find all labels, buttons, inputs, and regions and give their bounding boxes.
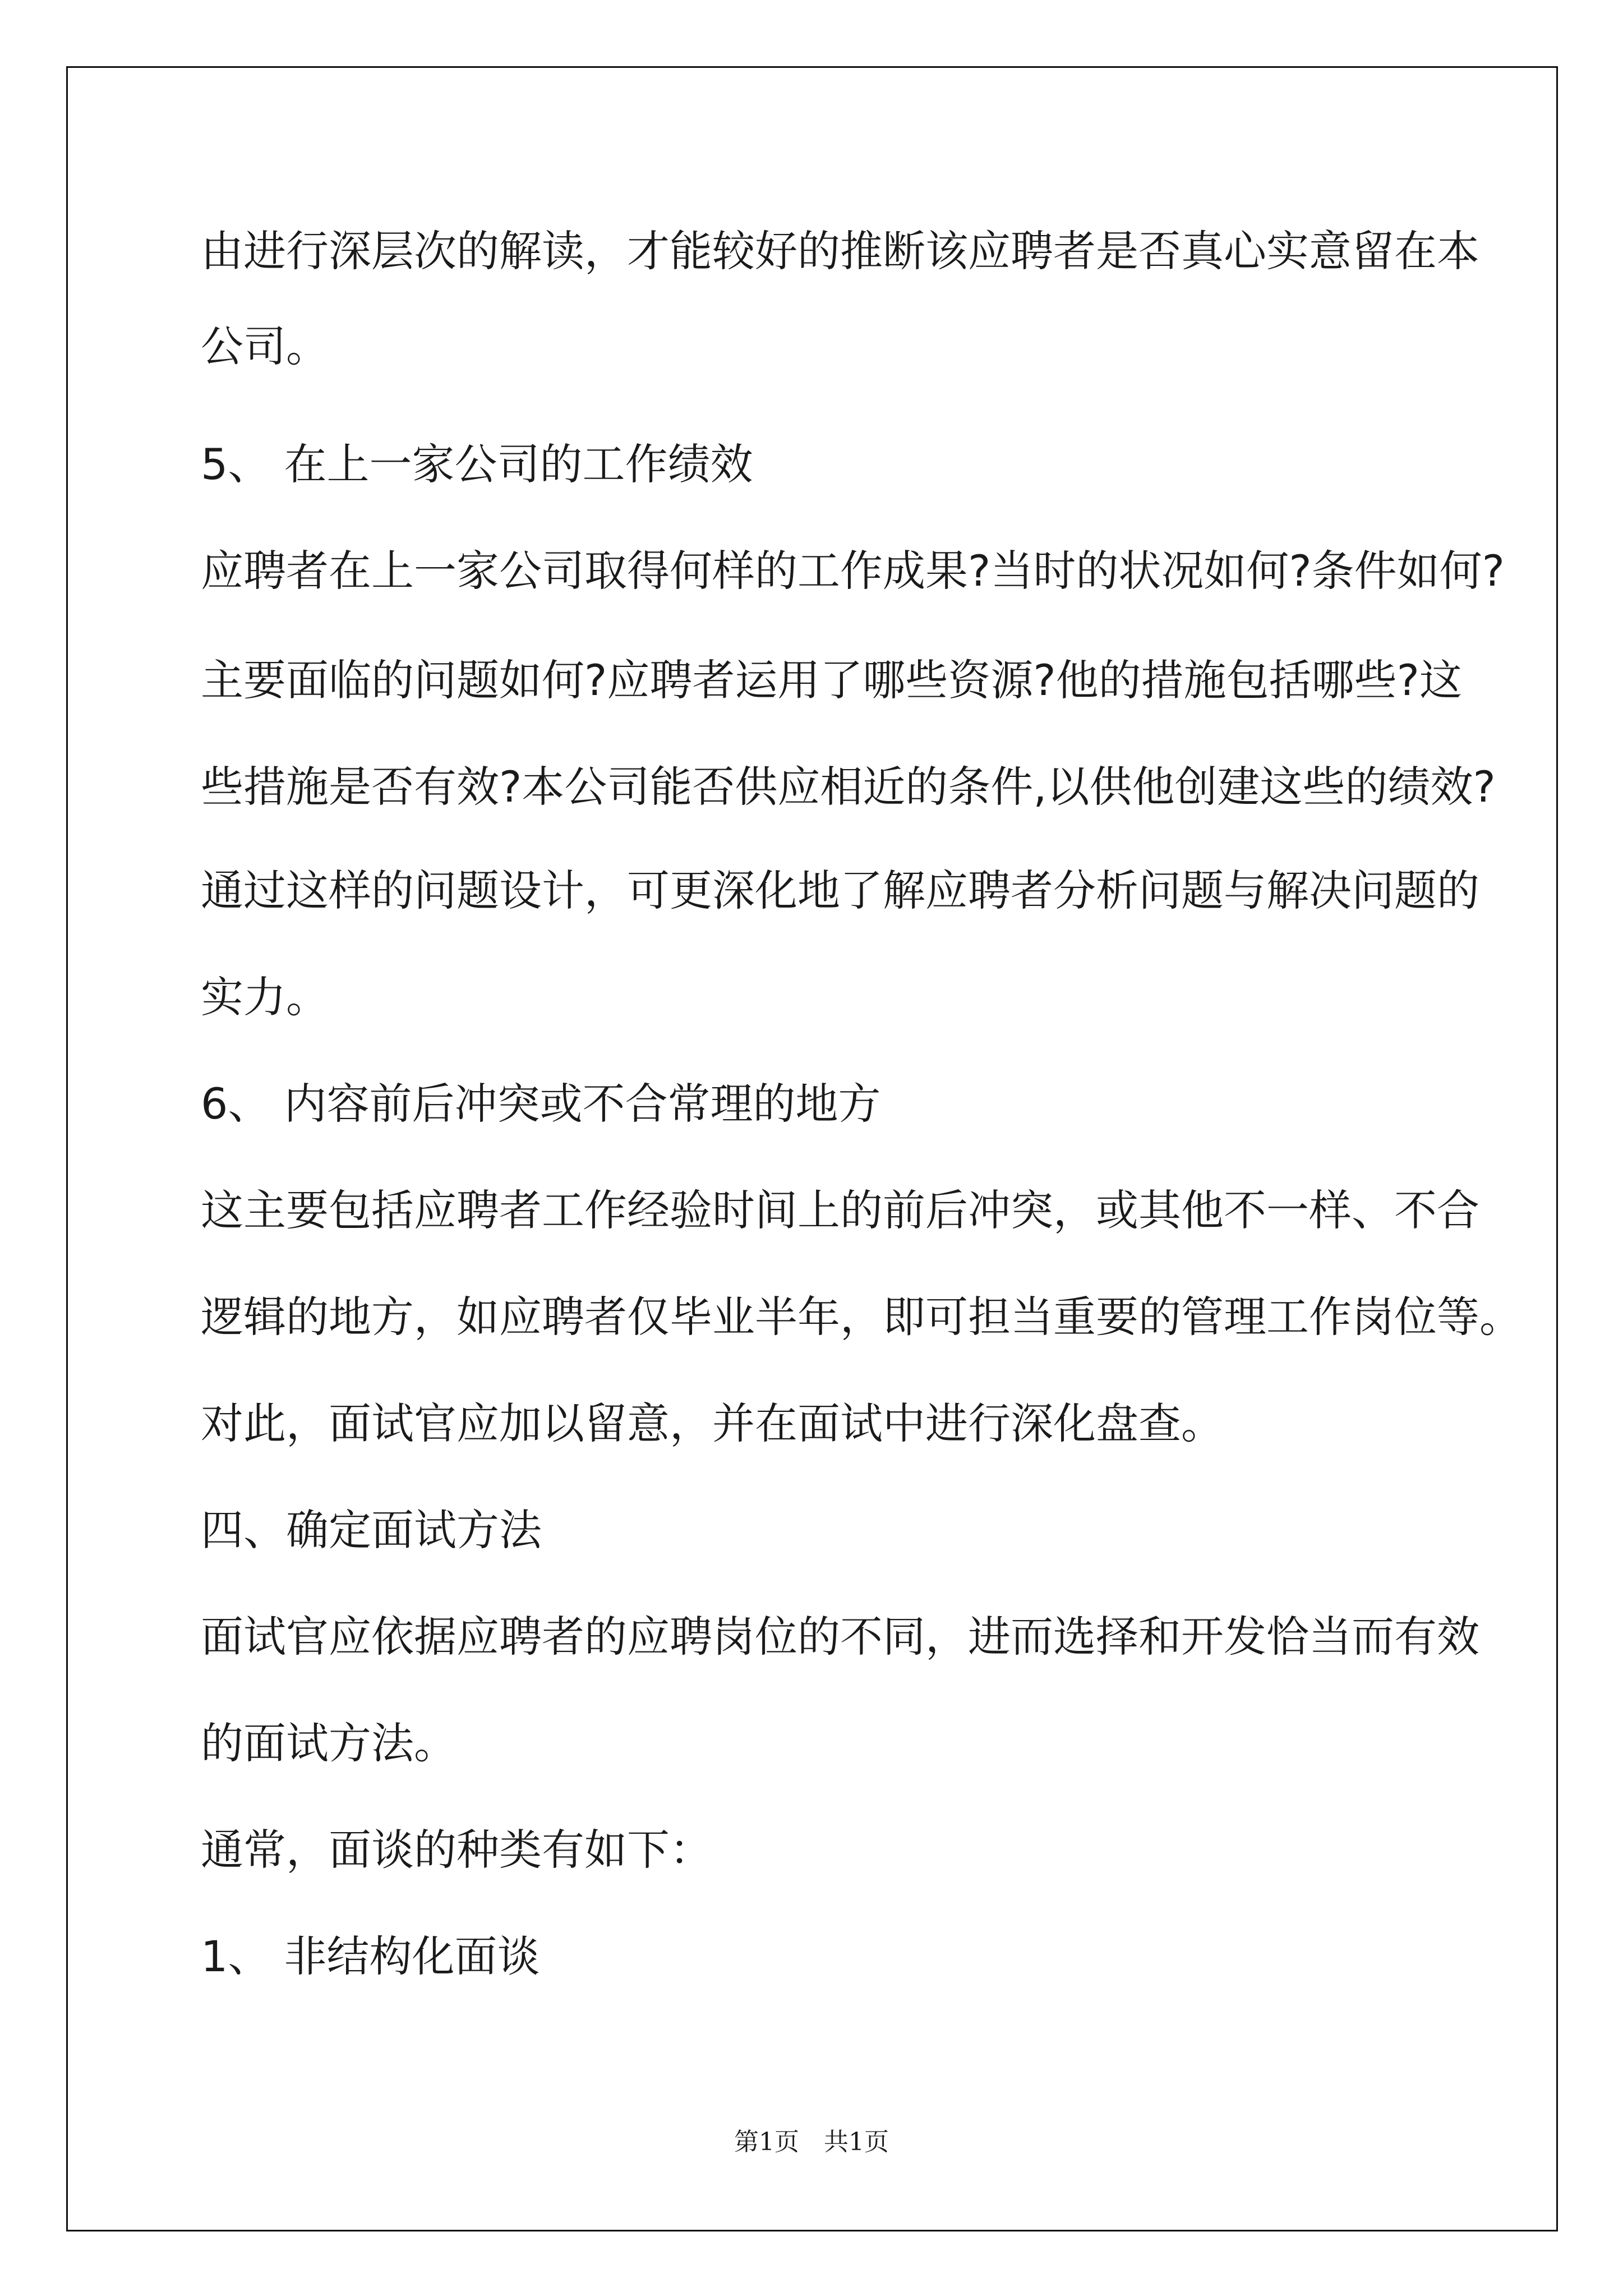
body-line: 对此，面试官应加以留意，并在面试中进行深化盘查。 <box>201 1398 1224 1448</box>
body-line: 实力。 <box>201 972 329 1022</box>
body-line: 通过这样的问题设计，可更深化地了解应聘者分析问题与解决问题的 <box>201 866 1479 915</box>
body-line: 通常，面谈的种类有如下： <box>201 1825 712 1875</box>
section-heading: 四、确定面试方法 <box>201 1505 542 1555</box>
body-line: 面试官应依据应聘者的应聘岗位的不同，进而选择和开发恰当而有效 <box>201 1612 1479 1662</box>
body-line: 逻辑的地方，如应聘者仅毕业半年，即可担当重要的管理工作岗位等。 <box>201 1292 1522 1342</box>
body-line: 应聘者在上一家公司取得何样的工作成果?当时的状况如何?条件如何? <box>201 546 1505 596</box>
body-line: 主要面临的问题如何?应聘者运用了哪些资源?他的措施包括哪些?这 <box>201 655 1463 705</box>
body-line: 这主要包括应聘者工作经验时间上的前后冲突，或其他不一样、不合 <box>201 1185 1479 1235</box>
body-line: 的面试方法。 <box>201 1718 457 1768</box>
body-line: 由进行深层次的解读，才能较好的推断该应聘者是否真心实意留在本 <box>201 226 1479 276</box>
section-heading: 5、 在上一家公司的工作绩效 <box>201 439 753 489</box>
body-line: 公司。 <box>201 321 329 371</box>
page-border <box>66 66 1558 2231</box>
section-heading: 1、 非结构化面谈 <box>201 1931 540 1981</box>
section-heading: 6、 内容前后冲突或不合常理的地方 <box>201 1079 881 1129</box>
page-footer: 第1页 共1页 <box>734 2128 889 2156</box>
body-line: 些措施是否有效?本公司能否供应相近的条件,以供他创建这些的绩效? <box>201 762 1496 812</box>
